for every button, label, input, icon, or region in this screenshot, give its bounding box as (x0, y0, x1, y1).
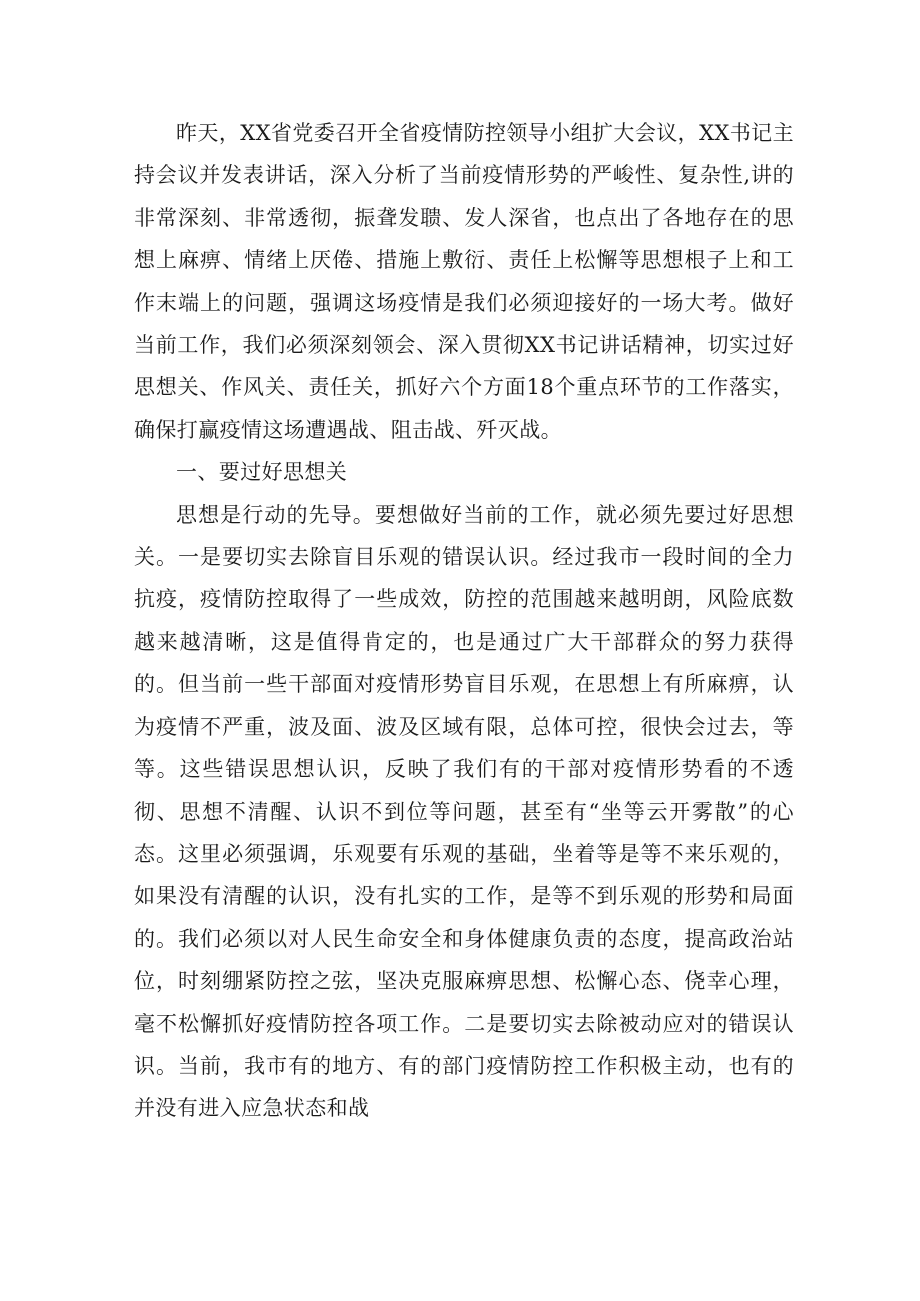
section-body-paragraph: 思想是行动的先导。要想做好当前的工作，就必须先要过好思想关。一是要切实去除盲目乐观的错误认识。经过我市一段时间的全力抗疫，疫情防控取得了一些成效，防控的范围越来越明朗，风险底数越来越清晰，这是值得肯定的，也是通过广大干部群众的努力获得的。但当前一些干部面对疫情形势盲目乐观，在思想上有所麻痹，认为疫情不严重，波及面、波及区域有限，总体可控，很快会过去，等等。这些错误思想认识，反映了我们有的干部对疫情形势看的不透彻、思想不清醒、认识不到位等问题，甚至有“坐等云开雾散”的心态。这里必须强调，乐观要有乐观的基础，坐着等是等不来乐观的，如果没有清醒的认识，没有扎实的工作，是等不到乐观的形势和局面的。我们必须以对人民生命安全和身体健康负责的态度，提高政治站位，时刻绷紧防控之弦，坚决克服麻痹思想、松懈心态、侥幸心理，毫不松懈抓好疫情防控各项工作。二是要切实去除被动应对的错误认识。当前，我市有的地方、有的部门疫情防控工作积极主动，也有的并没有进入应急状态和战 (134, 502, 794, 1121)
intro-paragraph: 昨天，XX省党委召开全省疫情防控领导小组扩大会议，XX书记主持会议并发表讲话，深入分析了当前疫情形势的严峻性、复杂性,讲的非常深刻、非常透彻，振聋发聩、发人深省，也点出了各地存在的思想上麻痹、情绪上厌倦、措施上敷衍、责任上松懈等思想根子上和工作末端上的问题，强调这场疫情是我们必须迎接好的一场大考。做好当前工作，我们必须深刻领会、深入贯彻XX书记讲话精神，切实过好思想关、作风关、责任关，抓好六个方面18个重点环节的工作落实，确保打赢疫情这场遭遇战、阻击战、歼灭战。 (134, 121, 794, 442)
document-body (134, 112, 794, 1130)
section-heading-thinking: 一、要过好思想关 (176, 460, 348, 485)
